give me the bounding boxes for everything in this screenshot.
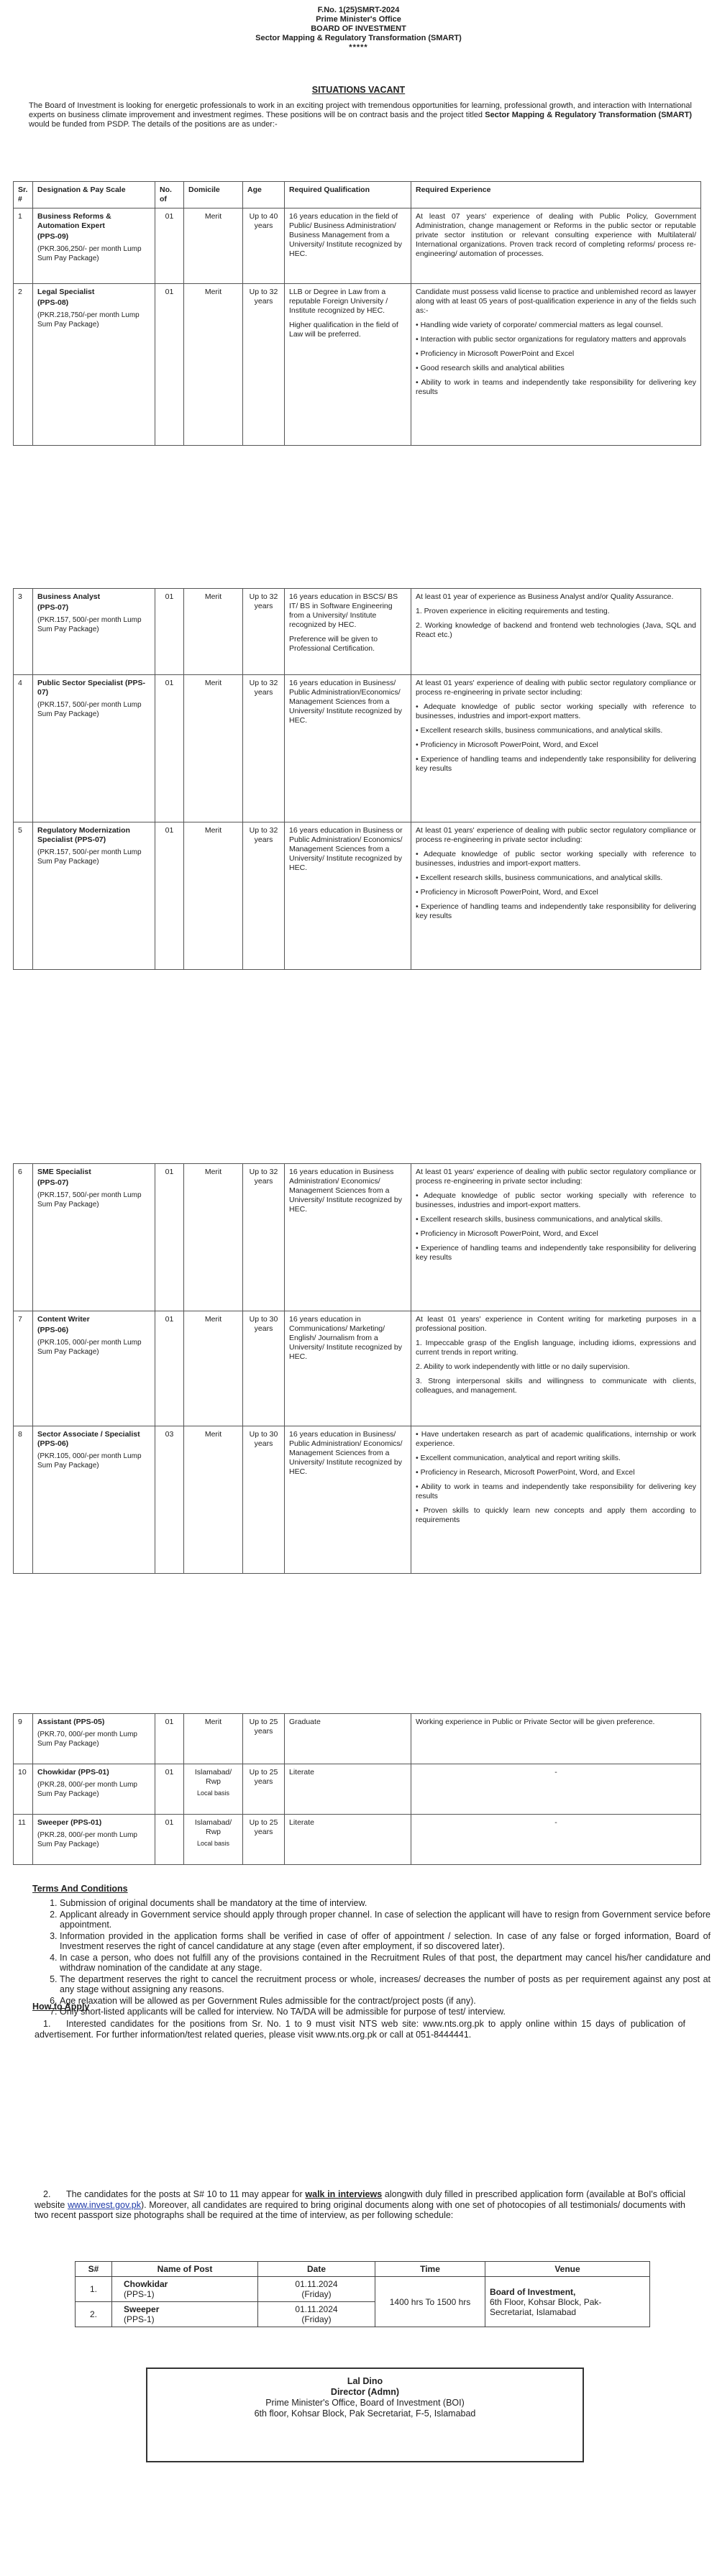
qualification-line: Literate [289,1768,315,1777]
position-experience [411,208,701,284]
position-designation [33,1714,155,1764]
schedule-post: Sweeper (PPS-1) [112,2302,258,2327]
qualification-line: 16 years education in Communications/ Marketing/ English/ Journalism from a University/ Institute recognized by HEC. [289,1315,402,1361]
experience-line: Working experience in Public or Private Sector will be given preference. [416,1718,655,1726]
position-designation [33,589,155,675]
position-row [14,675,701,822]
experience-line: • Experience of handling teams and independently take responsibility for delivering key results [416,1244,696,1262]
position-designation [33,1426,155,1574]
position-count: 01 [155,208,184,284]
experience-line: • Proven skills to quickly learn new concepts and apply them according to requirements [416,1506,696,1524]
position-title: Business Reforms & Automation Expert [37,212,111,230]
position-pay: (PKR.28, 000/-per month Lump Sum Pay Package) [37,1831,137,1848]
position-pay: (PKR.157, 500/-per month Lump Sum Pay Package) [37,701,142,718]
qualification-line: 16 years education in Business Administration/ Economics/ Management Sciences from a University/ Institute recognized by HEC. [289,1168,402,1214]
position-domicile: Merit [184,208,243,284]
table-header-row [14,182,701,208]
apply-item-1: 1. Interested candidates for the positions from Sr. No. 1 to 9 must visit NTS web site: www.nts.org.pk to apply online within 15 days of publication of advertisement. For further information/test related queries, please visit www.nts.org.pk or call at 051-8444441. [35,2019,685,2040]
experience-line: • Good research skills and analytical abilities [416,364,565,372]
position-qualification [285,1815,411,1865]
experience-line: • Adequate knowledge of public sector working specially with reference to businesses, industries and import-export matters. [416,1191,696,1209]
position-sr: 10 [14,1764,33,1815]
position-count: 01 [155,1764,184,1815]
terms-list [35,1898,711,2018]
positions-table-3 [13,1163,701,1574]
position-title: Sweeper (PPS-01) [37,1818,102,1827]
position-qualification [285,284,411,446]
qualification-line: Preference will be given to Professional Certification. [289,635,378,653]
experience-line: At least 01 year of experience as Business Analyst and/or Quality Assurance. [416,592,674,601]
position-row [14,822,701,970]
position-count: 01 [155,822,184,970]
schedule-date: 01.11.2024 (Friday) [258,2277,375,2302]
experience-line: • Ability to work in teams and independently take responsibility for delivering key results [416,378,696,396]
position-sr: 2 [14,284,33,446]
position-domicile: Merit [184,1311,243,1426]
experience-line: • Proficiency in Microsoft PowerPoint, Word, and Excel [416,888,598,897]
position-count: 01 [155,1311,184,1426]
position-title: Public Sector Specialist (PPS-07) [37,679,145,697]
position-experience [411,1815,701,1865]
position-qualification [285,1426,411,1574]
file-number: F.No. 1(25)SMRT-2024 [317,6,400,14]
domicile-note: Local basis [196,1789,230,1797]
position-experience [411,1426,701,1574]
position-age: Up to 32 years [243,675,285,822]
project-name: Sector Mapping & Regulatory Transformation (SMART) [255,34,462,42]
position-experience [411,675,701,822]
term-item: 3. Information provided in the application forms shall be verified in case of offer of appointment / selection. In case of any false or forged information, Board of Investment reserves the right of cancel candidature at any stage (even after employment, if so discovered later). [60,1931,711,1952]
signatory-address: 6th floor, Kohsar Block, Pak Secretariat, F-5, Islamabad [254,2408,476,2419]
position-sr: 3 [14,589,33,675]
schedule-venue: Board of Investment, 6th Floor, Kohsar Block, Pak-Secretariat, Islamabad [485,2277,650,2327]
position-title: Regulatory Modernization Specialist (PPS-07) [37,826,130,844]
schedule-col-date: Date [258,2262,375,2277]
position-domicile: Islamabad/ Rwp Local basis [184,1815,243,1865]
experience-line: • Excellent research skills, business communications, and analytical skills. [416,1215,663,1224]
experience-line: • Proficiency in Microsoft PowerPoint, Word, and Excel [416,741,598,749]
position-pay: (PKR.105, 000/-per month Lump Sum Pay Package) [37,1452,142,1470]
schedule-sn: 1. [76,2277,112,2302]
qualification-line: Literate [289,1818,315,1827]
position-title: Legal Specialist [37,288,95,296]
term-item: 4. In case a person, who does not fulfill any of the provisions contained in the Recruitment Rules of that post, the department may cancel his/her candidature and withdraw nomination of the candidate at any stage. [60,1953,711,1974]
experience-line: • Ability to work in teams and independently take responsibility for delivering key results [416,1482,696,1500]
position-sr: 5 [14,822,33,970]
position-row [14,589,701,675]
positions-table-2 [13,588,701,970]
position-pay: (PKR.70, 000/-per month Lump Sum Pay Package) [37,1731,137,1748]
position-domicile: Merit [184,589,243,675]
experience-line: • Adequate knowledge of public sector working specially with reference to businesses, industries and import-export matters. [416,702,696,720]
position-title: Sector Associate / Specialist (PPS-06) [37,1430,140,1448]
how-to-apply-heading: How to Apply [32,2002,90,2012]
col-header-age: Age [243,182,285,208]
position-grade: (PPS-07) [37,1178,69,1187]
position-count: 01 [155,675,184,822]
experience-line: • Have undertaken research as part of academic qualifications, internship or work experience. [416,1430,696,1448]
experience-line: At least 01 years' experience in Content writing for marketing purposes in a professional position. [416,1315,696,1333]
position-qualification [285,1164,411,1311]
position-age: Up to 40 years [243,208,285,284]
position-row [14,208,701,284]
experience-line: • Handling wide variety of corporate/ commercial matters as legal counsel. [416,321,663,329]
qualification-line: 16 years education in Business/ Public Administration/ Economics/ Management Sciences from a University/ Institute recognized by HEC. [289,1430,403,1476]
position-designation [33,1164,155,1311]
experience-line: 1. Proven experience in eliciting requirements and testing. [416,607,610,615]
term-item: 2. Applicant already in Government service should apply through proper channel. In case of selection the applicant will have to resign from Government service before appointment. [60,1910,711,1930]
position-count: 03 [155,1426,184,1574]
position-title: Content Writer [37,1315,90,1324]
experience-line: At least 07 years' experience of dealing with Public Policy, Government Administration, change management or Reforms in the public sector or reputable private sector institution or relevant consulting experience with Multilateral/ International organizations. Proven track record of completing reforms/ process re-engineering/ automation of processes. [416,212,696,258]
experience-line: • Excellent communication, analytical and report writing skills. [416,1454,621,1462]
position-qualification [285,208,411,284]
schedule-col-sn: S# [76,2262,112,2277]
position-pay: (PKR.28, 000/-per month Lump Sum Pay Package) [37,1781,137,1798]
qualification-line: 16 years education in BSCS/ BS IT/ BS in Software Engineering from a University/ Institute recognized by HEC. [289,592,398,629]
position-sr: 9 [14,1714,33,1764]
qualification-line: 16 years education in Business/ Public Administration/Economics/ Management Sciences from a University/ Institute recognized by HEC. [289,679,402,725]
position-pay: (PKR.157, 500/-per month Lump Sum Pay Package) [37,1191,142,1209]
position-domicile: Merit [184,675,243,822]
position-experience [411,284,701,446]
board-name: BOARD OF INVESTMENT [311,24,406,33]
position-designation [33,675,155,822]
position-sr: 7 [14,1311,33,1426]
qualification-line: Higher qualification in the field of Law will be preferred. [289,321,398,339]
col-header-sr: Sr. # [14,182,33,208]
position-experience [411,1714,701,1764]
schedule-post: Chowkidar (PPS-1) [112,2277,258,2302]
schedule-col-post: Name of Post [112,2262,258,2277]
position-grade: (PPS-09) [37,232,69,241]
term-item: 7. Only short-listed applicants will be called for interview. No TA/DA will be admissible for purpose of test/ interview. [60,2007,711,2017]
position-grade: (PPS-06) [37,1326,69,1334]
position-pay: (PKR.157, 500/-per month Lump Sum Pay Package) [37,616,142,633]
position-grade: (PPS-08) [37,298,69,307]
schedule-time: 1400 hrs To 1500 hrs [375,2277,485,2327]
col-header-no: No. of [155,182,184,208]
position-title: Business Analyst [37,592,101,601]
qualification-line: LLB or Degree in Law from a reputable Foreign University / Institute recognized by HEC. [289,288,388,315]
experience-line: 2. Ability to work independently with little or no daily supervision. [416,1362,630,1371]
position-experience [411,589,701,675]
positions-table-1 [13,181,701,446]
position-designation [33,1764,155,1815]
experience-line: • Adequate knowledge of public sector working specially with reference to businesses, industries and import-export matters. [416,850,696,868]
experience-line: • Proficiency in Research, Microsoft PowerPoint, Word, and Excel [416,1468,635,1477]
position-qualification [285,675,411,822]
position-pay: (PKR.157, 500/-per month Lump Sum Pay Package) [37,848,142,866]
position-row [14,1311,701,1426]
position-age: Up to 32 years [243,822,285,970]
position-row [14,1426,701,1574]
position-pay: (PKR.306,250/- per month Lump Sum Pay Package) [37,245,142,262]
schedule-header-row [76,2262,650,2277]
schedule-date: 01.11.2024 (Friday) [258,2302,375,2327]
position-domicile: Merit [184,1164,243,1311]
position-pay: (PKR.218,750/-per month Lump Sum Pay Package) [37,311,140,329]
signatory-name: Lal Dino [347,2376,383,2386]
position-count: 01 [155,1164,184,1311]
experience-line: • Interaction with public sector organizations for regulatory matters and approvals [416,335,687,344]
interview-schedule-table [75,2261,650,2327]
boi-website-link[interactable]: www.invest.gov.pk [68,2199,141,2210]
position-row [14,1764,701,1815]
position-age: Up to 25 years [243,1815,285,1865]
experience-line: • Excellent research skills, business communications, and analytical skills. [416,874,663,882]
position-qualification [285,1311,411,1426]
schedule-col-time: Time [375,2262,485,2277]
experience-line: At least 01 years' experience of dealing with public sector regulatory compliance or process re-engineering in private sector including: [416,826,696,844]
position-domicile: Merit [184,1426,243,1574]
position-experience [411,822,701,970]
experience-line: At least 01 years' experience of dealing with public sector regulatory compliance or process re-engineering in private sector including: [416,1168,696,1186]
position-age: Up to 32 years [243,1164,285,1311]
position-count: 01 [155,1714,184,1764]
position-grade: (PPS-07) [37,603,69,612]
position-title: Assistant (PPS-05) [37,1718,105,1726]
experience-line: • Excellent research skills, business communications, and analytical skills. [416,726,663,735]
position-sr: 4 [14,675,33,822]
position-sr: 1 [14,208,33,284]
header-stars: ***** [349,43,368,52]
position-domicile: Merit [184,822,243,970]
term-item: 5. The department reserves the right to cancel the recruitment process or whole, increases/ decreases the number of posts as per requirement against any post at any stage without assigning any reasons. [60,1974,711,1995]
qualification-line: Graduate [289,1718,321,1726]
position-designation [33,1815,155,1865]
experience-line: 2. Working knowledge of backend and frontend web technologies (Java, SQL and React etc.) [416,621,696,639]
position-row [14,1815,701,1865]
col-header-designation: Designation & Pay Scale [33,182,155,208]
position-qualification [285,589,411,675]
position-designation [33,284,155,446]
position-domicile: Islamabad/ Rwp Local basis [184,1764,243,1815]
position-designation [33,1311,155,1426]
position-qualification [285,822,411,970]
col-header-experience: Required Experience [411,182,701,208]
position-qualification [285,1764,411,1815]
apply-item-2: 2. The candidates for the posts at S# 10 to 11 may appear for walk in interviews alongwith duly filled in prescribed application form (available at BoI's official website www.invest.gov.pk). Moreover, all candidates are required to bring original documents along with one set of photocopies of all testimonials/ documents with two recent passport size photographs shall be required at the time of interview, as per following schedule: [35,2189,686,2220]
schedule-sn: 2. [76,2302,112,2327]
position-domicile: Merit [184,284,243,446]
position-count: 01 [155,589,184,675]
position-age: Up to 25 years [243,1714,285,1764]
experience-line: • Proficiency in Microsoft PowerPoint, Word, and Excel [416,1229,598,1238]
qualification-line: 16 years education in Business or Public Administration/ Economics/ Management Sciences from a University/ Institute recognized by HEC. [289,826,403,872]
experience-line: Candidate must possess valid license to practice and unblemished record as lawyer along with at least 05 years of post-qualification experience in any of the fields such as:- [416,288,696,315]
col-header-domicile: Domicile [184,182,243,208]
position-row [14,284,701,446]
col-header-qualification: Required Qualification [285,182,411,208]
experience-line: • Experience of handling teams and independently take responsibility for delivering key results [416,902,696,920]
position-title: Chowkidar (PPS-01) [37,1768,109,1777]
position-designation [33,208,155,284]
position-qualification [285,1714,411,1764]
walk-in-interviews-text: walk in interviews [305,2189,383,2199]
position-sr: 8 [14,1426,33,1574]
experience-line: At least 01 years' experience of dealing with public sector regulatory compliance or process re-engineering in private sector including: [416,679,696,697]
position-title: SME Specialist [37,1168,91,1176]
intro-paragraph: The Board of Investment is looking for energetic professionals to work in an exciting project with tremendous opportunities for learning, professional growth, and interaction with International experts on business climate improvement and investment regimes. These positions will be on contract basis and the project titled Sector Mapping & Regulatory Transformation (SMART) would be funded from PSDP. The details of the positions are as under:- [29,101,692,129]
position-domicile: Merit [184,1714,243,1764]
position-age: Up to 32 years [243,284,285,446]
document-header [0,6,717,52]
position-count: 01 [155,1815,184,1865]
experience-line: • Experience of handling teams and independently take responsibility for delivering key results [416,755,696,773]
position-row [14,1164,701,1311]
experience-line: • Proficiency in Microsoft PowerPoint and Excel [416,349,575,358]
position-age: Up to 25 years [243,1764,285,1815]
experience-line: 3. Strong interpersonal skills and willingness to communicate with clients, colleagues, and management. [416,1377,696,1395]
page-title: SITUATIONS VACANT [311,85,406,95]
experience-line: - [554,1768,557,1777]
position-pay: (PKR.105, 000/-per month Lump Sum Pay Package) [37,1339,142,1356]
positions-table-4 [13,1713,701,1865]
term-item: 1. Submission of original documents shall be mandatory at the time of interview. [60,1898,711,1909]
domicile-note: Local basis [196,1840,230,1847]
terms-heading: Terms And Conditions [32,1884,128,1894]
position-sr: 11 [14,1815,33,1865]
qualification-line: 16 years education in the field of Public/ Business Administration/ Business Management from a University/ Institute recognized by HEC. [289,212,402,258]
experience-line: 1. Impeccable grasp of the English language, including idioms, expressions and current trends in report writing. [416,1339,696,1357]
position-age: Up to 30 years [243,1426,285,1574]
position-count: 01 [155,284,184,446]
schedule-col-venue: Venue [485,2262,650,2277]
experience-line: - [554,1818,557,1827]
position-designation [33,822,155,970]
position-age: Up to 32 years [243,589,285,675]
office-name: Prime Minister's Office [316,15,401,24]
signature-block [146,2368,584,2462]
signatory-office: Prime Minister's Office, Board of Investment (BOI) [265,2398,465,2408]
schedule-row [76,2277,650,2302]
position-row [14,1714,701,1764]
position-age: Up to 30 years [243,1311,285,1426]
position-sr: 6 [14,1164,33,1311]
position-experience [411,1764,701,1815]
signatory-designation: Director (Admn) [330,2387,400,2397]
position-experience [411,1311,701,1426]
term-item: 6. Age relaxation will be allowed as per Government Rules admissible for the contract/project posts (if any). [60,1996,711,2007]
position-experience [411,1164,701,1311]
